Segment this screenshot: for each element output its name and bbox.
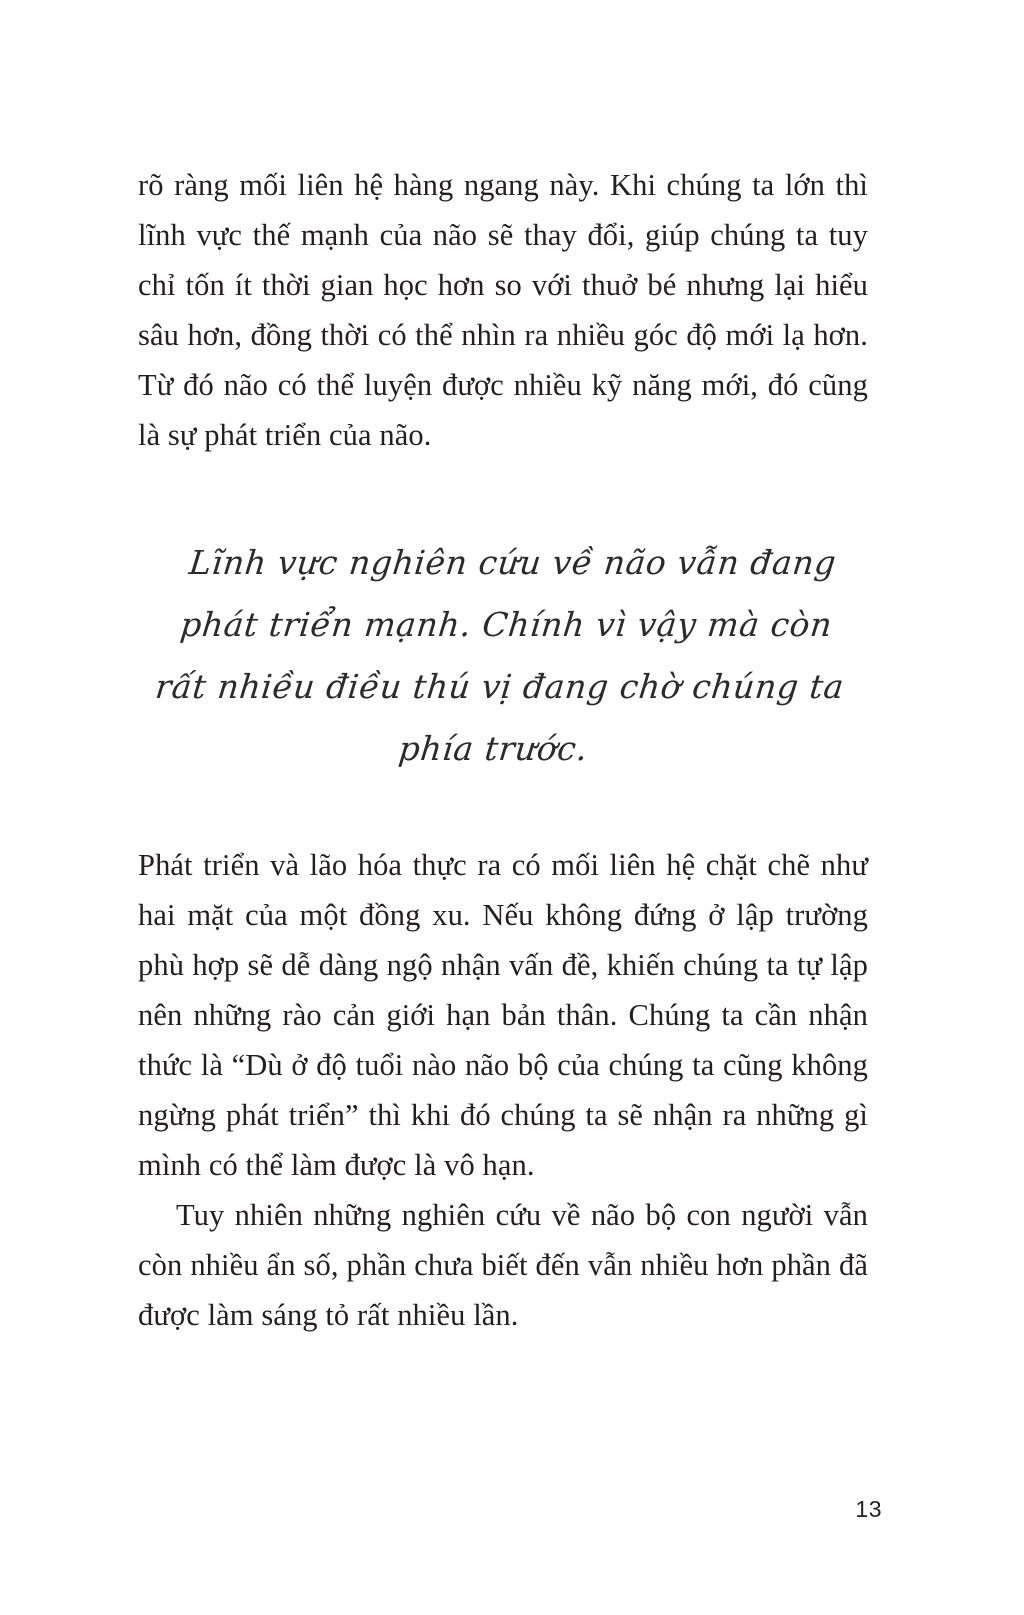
page-content	[138, 160, 868, 1340]
pull-quote-text: Lĩnh vực nghiên cứu về não vẫn đang phát triển mạnh. Chính vì vậy mà còn rất nhiều điều thú vị đang chờ chúng ta phía trước.	[153, 543, 847, 768]
pull-quote	[125, 532, 881, 780]
page-number: 13	[855, 1496, 882, 1522]
body-paragraph-1: rõ ràng mối liên hệ hàng ngang này. Khi chúng ta lớn thì lĩnh vực thế mạnh của não sẽ thay đổi, giúp chúng ta tuy chỉ tốn ít thời gian học hơn so với thuở bé nhưng lại hiểu sâu hơn, đồng thời có thể nhìn ra nhiều góc độ mới lạ hơn. Từ đó não có thể luyện được nhiều kỹ năng mới, đó cũng là sự phát triển của não.	[138, 168, 868, 452]
body-paragraph-3: Tuy nhiên những nghiên cứu về não bộ con người vẫn còn nhiều ẩn số, phần chưa biết đến vẫn nhiều hơn phần đã được làm sáng tỏ rất nhiều lần.	[138, 1198, 868, 1332]
body-paragraph-2: Phát triển và lão hóa thực ra có mối liên hệ chặt chẽ như hai mặt của một đồng xu. Nếu không đứng ở lập trường phù hợp sẽ dễ dàng ngộ nhận vấn đề, khiến chúng ta tự lập nên những rào cản giới hạn bản thân. Chúng ta cần nhận thức là “Dù ở độ tuổi nào não bộ của chúng ta cũng không ngừng phát triển” thì khi đó chúng ta sẽ nhận ra những gì mình có thể làm được là vô hạn.	[138, 848, 868, 1182]
body-block-2	[138, 840, 868, 1340]
